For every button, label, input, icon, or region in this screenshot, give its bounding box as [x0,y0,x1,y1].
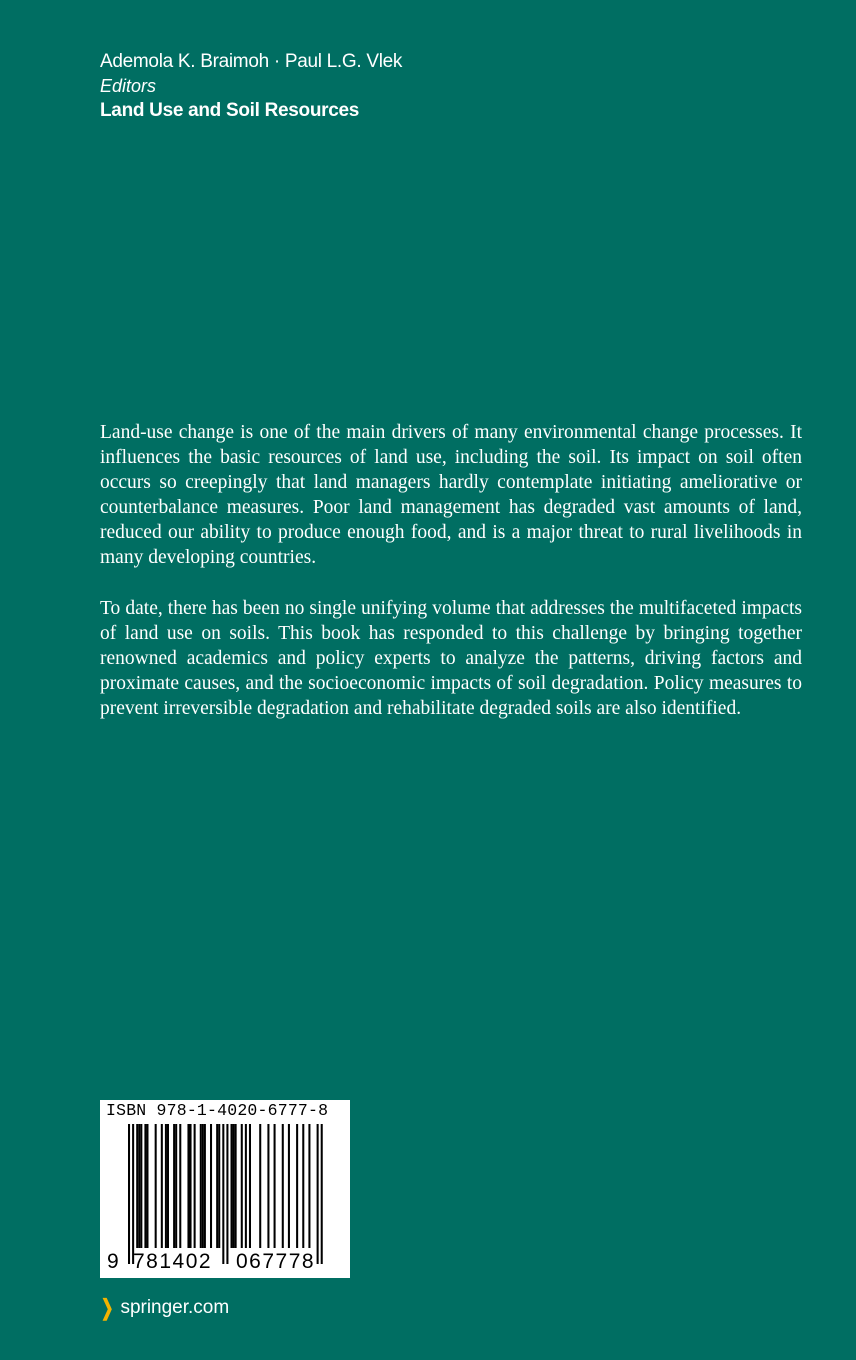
isbn-label: ISBN 978-1-4020-6777-8 [106,1101,329,1120]
barcode-bar [190,1124,192,1248]
barcode-bar [175,1124,177,1248]
barcode-bar [235,1124,237,1248]
blurb-paragraph-1: Land-use change is one of the main drivers of many environmental change processes. It influences the basic resources of land use, including the soil. Its impact on soil often occurs so creepingly that land managers hardly contemplate initiating ameliorative or counterbalance measures. Poor land management has degraded vast amounts of land, reduced our ability to produce enough food, and is a major threat to rural livelihoods in many developing countries. [100,422,802,568]
barcode-bar [136,1124,138,1248]
barcode-bar [146,1124,148,1248]
barcode-bar [144,1124,146,1248]
barcode-bar [128,1124,130,1264]
barcode-bar [138,1124,140,1248]
barcode-bar [202,1124,204,1248]
barcode-bar [296,1124,298,1248]
barcode-bar [204,1124,206,1248]
barcode-digits [100,1250,350,1276]
editors-role: Editors [100,76,157,96]
barcode-bar [274,1124,276,1248]
barcode-bar [308,1124,310,1248]
footer [98,1295,229,1321]
editors-names: Ademola K. Braimoh · Paul L.G. Vlek [100,51,403,72]
barcode-bar [187,1124,189,1248]
barcode-bar [321,1124,323,1264]
barcode-bar [210,1124,212,1248]
chevron-right-icon: ❯ [100,1295,114,1320]
barcode-digits-left: 781402 [133,1250,213,1273]
barcode-bar [245,1124,247,1248]
barcode-bar [226,1124,228,1264]
barcode-bar [249,1124,251,1248]
barcode-bar [282,1124,284,1248]
book-title: Land Use and Soil Resources [100,100,360,121]
barcode-bar [317,1124,319,1264]
barcode-bar [179,1124,181,1248]
barcode-bar [194,1124,196,1248]
blurb-paragraph-2: To date, there has been no single unifying volume that addresses the multifaceted impacts of land use on soils. This book has responded to this challenge by bringing together renowned academics and policy experts to analyze the patterns, driving factors and proximate causes, and the socioeconomic impacts of soil degradation. Policy measures to prevent irreversible degradation and rehabilitate degraded soils are also identified. [100,598,802,719]
barcode-bar [216,1124,218,1248]
barcode-bar [173,1124,175,1248]
website-link[interactable]: springer.com [120,1297,230,1318]
barcode-bar [259,1124,261,1248]
barcode-bar [218,1124,220,1248]
barcode-bar [233,1124,235,1248]
barcode-digit-first: 9 [107,1250,119,1273]
barcode-bar [222,1124,224,1264]
barcode-bar [267,1124,269,1248]
barcode-bar [155,1124,157,1248]
barcode-bar [161,1124,163,1248]
barcode-bar [140,1124,142,1248]
barcode-bar [132,1124,134,1264]
barcode [100,1100,350,1278]
barcode-bar [165,1124,167,1248]
blurb [100,420,802,747]
barcode-bar [200,1124,202,1248]
barcode-digits-right: 067778 [236,1250,316,1273]
barcode-bar [167,1124,169,1248]
barcode-bar [241,1124,243,1248]
barcode-bar [302,1124,304,1248]
barcode-bar [231,1124,233,1248]
barcode-bar [288,1124,290,1248]
header [100,50,402,124]
